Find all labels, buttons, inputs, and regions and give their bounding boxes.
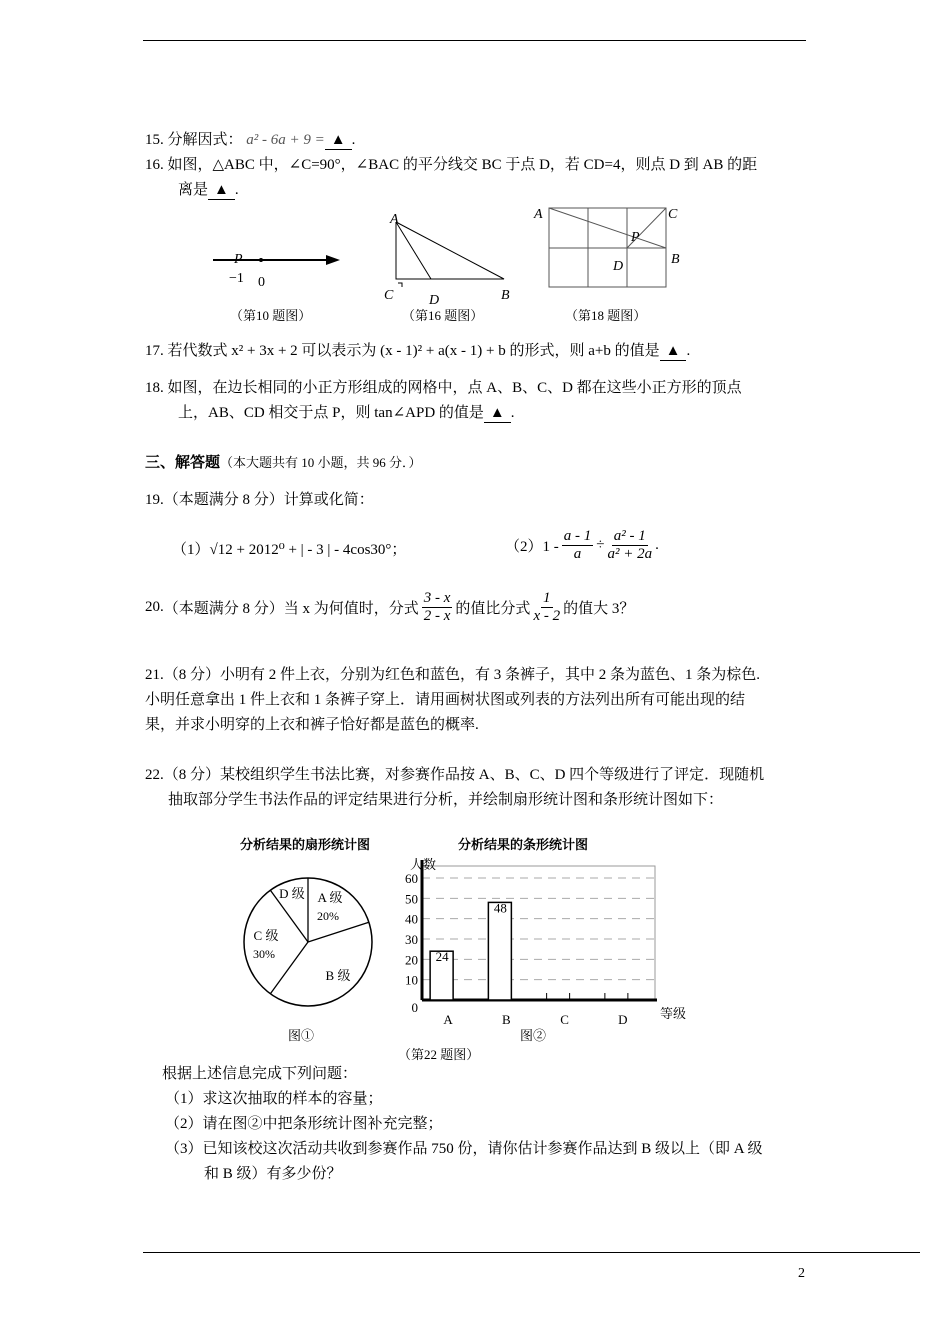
question-17: 17. 若代数式 x² + 3x + 2 可以表示为 (x - 1)² + a(x - 1) + b 的形式，则 a+b 的值是 ▲ . [145, 343, 691, 359]
svg-text:C: C [668, 207, 678, 222]
y-tick-label: 30 [405, 932, 418, 947]
question-21: 21.（8 分）小明有 2 件上衣，分别为红色和蓝色，有 3 条裤子，其中 2 条为蓝色、1 条为棕色. [145, 667, 761, 683]
svg-text:B: B [501, 288, 510, 303]
y-tick-label: 60 [405, 871, 418, 886]
bar-title: 分析结果的条形统计图 [458, 837, 589, 852]
svg-text:−1: −1 [229, 271, 244, 286]
pie-slice-label: D 级 [279, 886, 305, 901]
figure-18-grid [549, 208, 666, 287]
q22-sub2: （2）请在图②中把条形统计图补充完整； [165, 1116, 443, 1132]
question-20: 20. （本题满分 8 分）当 x 为何值时，分式 $\frac{3 - x}{2 - x}$ 的值比分式 $\frac{1}{x - 2}$ 的值大 3？ [145, 590, 635, 624]
question-16: 16. 如图，△ABC 中，∠C=90°，∠BAC 的平分线交 BC 于点 D，若 CD=4，则点 D 到 AB 的距 [145, 157, 758, 173]
bar-value-label: 48 [493, 900, 507, 916]
svg-text:（第10 题图）: （第10 题图） [230, 308, 312, 323]
pie-slice-percent: 20% [317, 909, 339, 923]
section-3-heading: 三、解答题（本大题共有 10 小题，共 96 分．） [145, 455, 422, 471]
bar-caption: 图② [520, 1028, 547, 1043]
pie-slice-boundary [308, 922, 369, 942]
y-axis-label: 人数 [410, 857, 437, 872]
svg-text:A: A [390, 212, 399, 227]
x-tick-label: C [560, 1012, 569, 1027]
svg-text:D: D [613, 259, 624, 274]
question-16-line2: 离是 ▲ . [178, 182, 239, 198]
q22-sub3: （3）已知该校这次活动共收到参赛作品 750 份，请你估计参赛作品达到 B 级以上（即 A 级 [165, 1141, 763, 1157]
figure-22-caption: （第22 题图） [398, 1047, 480, 1062]
svg-text:P: P [631, 230, 640, 245]
y-tick-label: 20 [405, 952, 418, 968]
question-22: 22.（8 分）某校组织学生书法比赛，对参赛作品按 A、B、C、D 四个等级进行了评定．现随机 [145, 767, 765, 783]
x-tick-label: B [502, 1012, 511, 1027]
x-axis-label: 等级 [660, 1006, 687, 1021]
svg-text:（第18 题图）: （第18 题图） [565, 308, 647, 323]
svg-text:（第16 题图）: （第16 题图） [402, 308, 484, 323]
question-21-line2: 小明任意拿出 1 件上衣和 1 条裤子穿上．请用画树状图或列表的方法列出所有可能出现的结 [145, 692, 746, 708]
question-21-line3: 果，并求小明穿的上衣和裤子恰好都是蓝色的概率. [145, 717, 479, 733]
question-18-line2: 上，AB、CD 相交于点 P，则 tan∠APD 的值是 ▲ . [178, 405, 515, 421]
pie-caption: 图① [288, 1028, 315, 1043]
figure-10-number-line [213, 252, 340, 323]
y-tick-label: 10 [405, 972, 418, 988]
svg-text:A: A [534, 207, 543, 222]
pie-title: 分析结果的扇形统计图 [240, 837, 371, 852]
header-rule [143, 40, 806, 41]
question-19-part1: （1）√12 + 2012⁰ + | - 3 | - 4cos30°； [172, 542, 407, 558]
x-tick-label: D [618, 1012, 628, 1027]
svg-text:D: D [429, 293, 440, 308]
bar-B [488, 902, 511, 1000]
footer-rule [143, 1252, 920, 1253]
question-18: 18. 如图，在边长相同的小正方形组成的网格中，点 A、B、C、D 都在这些小正方形的顶点 [145, 380, 742, 396]
svg-text:B: B [671, 252, 680, 267]
y-tick-label: 40 [405, 911, 418, 927]
pie-slice-boundary [270, 942, 308, 994]
pie-slice-label: A 级 [317, 890, 343, 905]
svg-text:0: 0 [258, 275, 265, 290]
figures-row [0, 195, 950, 330]
q22-sub3-line2: 和 B 级）有多少份？ [204, 1166, 342, 1182]
x-tick-label: A [443, 1012, 453, 1027]
q22-intro: 根据上述信息完成下列问题： [162, 1066, 358, 1082]
question-22-line2: 抽取部分学生书法作品的评定结果进行分析，并绘制扇形统计图和条形统计图如下： [168, 792, 724, 808]
figure-16-triangle [396, 222, 504, 287]
question-19-part2: （2）1 - $\frac{a - 1}{a}$ ÷ $\frac{\text{a² - 1}}{\text{a² + 2a}}$ . [505, 528, 659, 562]
svg-text:C: C [384, 288, 394, 303]
svg-text:P: P [234, 252, 243, 267]
y-tick-label: 50 [405, 891, 418, 907]
q22-sub1: （1）求这次抽取的样本的容量； [165, 1091, 383, 1107]
pie-slice-percent: 30% [253, 947, 275, 961]
bar-value-label: 24 [435, 949, 449, 965]
y-tick-label: 0 [411, 1000, 418, 1015]
question-22-charts [0, 830, 950, 1070]
question-15: 15. 分解因式： a² - 6a + 9 = ▲ . [145, 132, 356, 148]
question-19: 19.（本题满分 8 分）计算或化简： [145, 492, 374, 508]
pie-slice-label: B 级 [325, 968, 351, 983]
pie-slice-label: C 级 [253, 928, 279, 943]
page-number: 2 [798, 1266, 805, 1281]
